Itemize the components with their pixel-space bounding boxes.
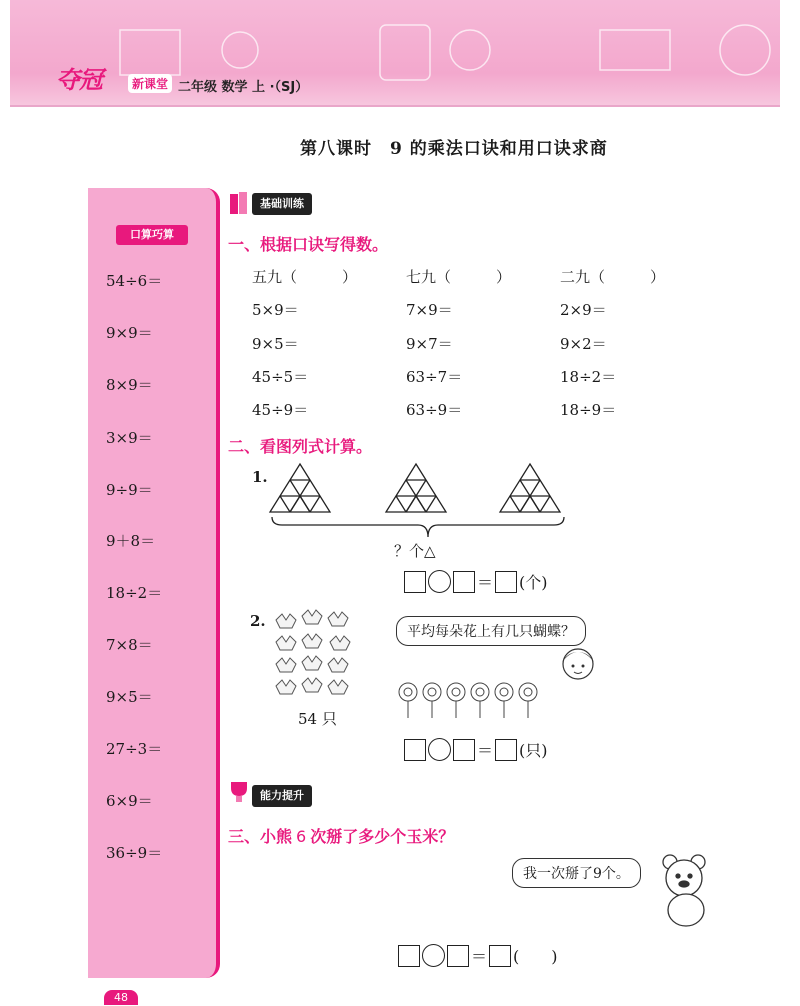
clock-icon — [450, 30, 490, 70]
answer-box[interactable] — [404, 739, 426, 761]
operator-circle[interactable] — [422, 944, 445, 967]
operator-circle[interactable] — [428, 570, 451, 593]
q1-cell: 9×5＝ — [252, 335, 299, 353]
sidebar-item: 36÷9＝ — [106, 844, 163, 862]
q2-p2-count: 54 只 — [298, 710, 337, 728]
q1-cell: 45÷5＝ — [252, 368, 309, 386]
q1-cell: 七九（ ） — [406, 268, 512, 286]
unit-label: ( ) — [513, 947, 558, 966]
flower-icon — [495, 683, 513, 718]
q2-p1-equation — [404, 570, 548, 593]
butterfly-icon — [276, 680, 296, 694]
q1-cell: 45÷9＝ — [252, 401, 309, 419]
flowers-illustration — [396, 680, 546, 720]
sidebar-item: 9×9＝ — [106, 324, 153, 342]
sidebar-item: 27÷3＝ — [106, 740, 163, 758]
q1-cell: 二九（ ） — [560, 268, 666, 286]
sidebar-item: 9×5＝ — [106, 688, 153, 706]
q1-cell: 五九（ ） — [252, 268, 358, 286]
q2-p2-equation — [404, 738, 548, 761]
page-number: 48 — [104, 990, 138, 1005]
butterfly-icon — [328, 612, 348, 626]
sidebar-item: 6×9＝ — [106, 792, 153, 810]
globe-small-icon — [222, 32, 258, 68]
butterflies-illustration — [268, 606, 364, 702]
q1-cell: 18÷2＝ — [560, 368, 617, 386]
lesson-title: 第八课时 9 的乘法口诀和用口诀求商 — [300, 139, 608, 159]
butterfly-icon — [276, 614, 296, 628]
q2-p1-caption: ？个△ — [394, 542, 436, 560]
operator-circle[interactable] — [428, 738, 451, 761]
girl-icon — [552, 640, 602, 690]
q3-title-pre: 三、小熊 — [228, 827, 293, 846]
flower-icon — [423, 683, 441, 718]
triangle-group — [500, 464, 560, 512]
butterfly-icon — [276, 636, 296, 650]
unit-label: (只) — [519, 741, 548, 760]
butterfly-icon — [328, 680, 348, 694]
q1-cell: 18÷9＝ — [560, 401, 617, 419]
sidebar-title: 口算巧算 — [116, 225, 188, 245]
sidebar-item: 9＋8＝ — [106, 532, 156, 550]
sidebar-item: 54÷6＝ — [106, 272, 163, 290]
trophy-icon — [228, 778, 250, 804]
equals-sign: ＝ — [477, 573, 494, 592]
q1-cell: 9×2＝ — [560, 335, 607, 353]
logo-text: 夺冠 — [56, 66, 102, 94]
answer-box[interactable] — [453, 571, 475, 593]
answer-box[interactable] — [495, 571, 517, 593]
section-basic-badge: 基础训练 — [252, 193, 312, 215]
flower-icon — [399, 683, 417, 718]
triangle-group — [270, 464, 330, 512]
q3-equation — [398, 944, 558, 967]
answer-box[interactable] — [398, 945, 420, 967]
sidebar-item: 8×9＝ — [106, 376, 153, 394]
q1-cell: 63÷7＝ — [406, 368, 463, 386]
equals-sign: ＝ — [471, 947, 488, 966]
sidebar-item: 18÷2＝ — [106, 584, 163, 602]
butterfly-icon — [302, 678, 322, 692]
q1-cell: 63÷9＝ — [406, 401, 463, 419]
answer-box[interactable] — [489, 945, 511, 967]
bag-icon — [380, 25, 430, 80]
grade-label: 二年级 数学 上 ·（SJ） — [178, 80, 309, 95]
triangles-figure — [268, 462, 568, 542]
butterfly-icon — [330, 636, 350, 650]
q1-title: 一、根据口诀写得数。 — [228, 235, 389, 254]
books-icon — [228, 190, 250, 216]
section-ability-badge: 能力提升 — [252, 785, 312, 807]
answer-box[interactable] — [404, 571, 426, 593]
butterfly-icon — [276, 658, 296, 672]
triangle-group — [386, 464, 446, 512]
sidebar-item: 7×8＝ — [106, 636, 153, 654]
q3-title-post: 次掰了多少个玉米？ — [310, 827, 455, 846]
q2-problem-number: 2. — [250, 612, 266, 630]
q3-title — [228, 824, 454, 847]
butterfly-icon — [328, 658, 348, 672]
book-icon — [120, 30, 180, 75]
logo-subtitle: 新课堂 — [128, 74, 172, 93]
butterfly-icon — [302, 656, 322, 670]
butterfly-icon — [302, 634, 322, 648]
sidebar-item: 3×9＝ — [106, 429, 153, 447]
q1-cell: 7×9＝ — [406, 301, 453, 319]
brace — [272, 517, 564, 537]
q1-cell: 9×7＝ — [406, 335, 453, 353]
answer-box[interactable] — [495, 739, 517, 761]
q2-p2-speech-bubble: 平均每朵花上有几只蝴蝶？ — [396, 616, 586, 646]
unit-label: (个) — [519, 573, 548, 592]
butterfly-icon — [302, 610, 322, 624]
banner-divider — [10, 105, 780, 107]
equals-sign: ＝ — [477, 741, 494, 760]
flower-icon — [471, 683, 489, 718]
q1-cell: 5×9＝ — [252, 301, 299, 319]
q3-speech-bubble: 我一次掰了9个。 — [512, 858, 641, 888]
flower-icon — [447, 683, 465, 718]
logo — [56, 60, 128, 98]
notebook-icon — [600, 30, 670, 70]
q2-title: 二、看图列式计算。 — [228, 437, 373, 456]
answer-box[interactable] — [447, 945, 469, 967]
flower-icon — [519, 683, 537, 718]
q3-title-num: 6 — [296, 827, 307, 846]
q2-problem-number: 1. — [252, 468, 268, 486]
bear-icon — [650, 850, 720, 930]
globe-icon — [720, 25, 770, 75]
answer-box[interactable] — [453, 739, 475, 761]
sidebar-item: 9÷9＝ — [106, 481, 153, 499]
q1-cell: 2×9＝ — [560, 301, 607, 319]
